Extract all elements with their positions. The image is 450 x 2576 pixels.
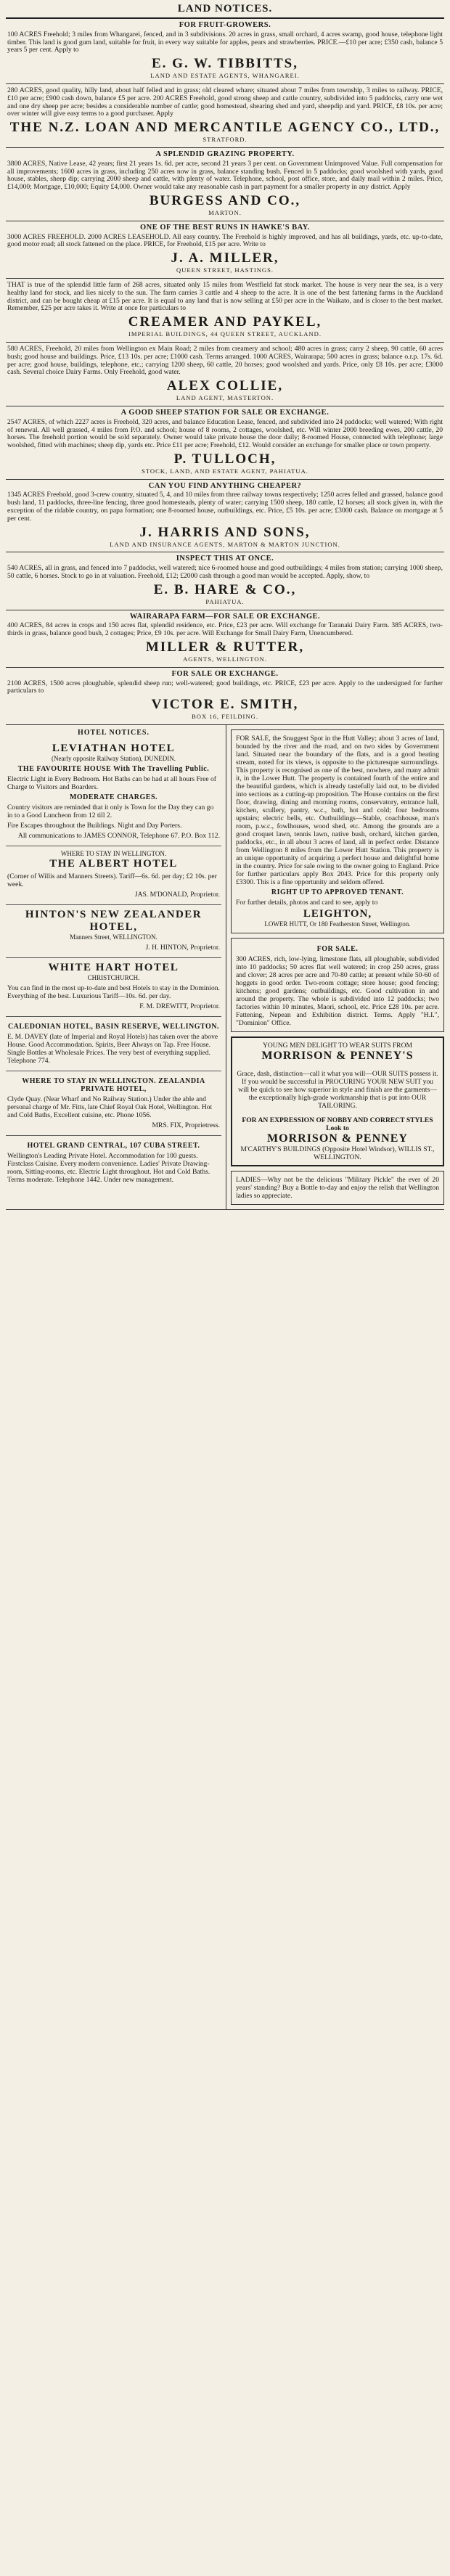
land-notice — [6, 221, 444, 279]
hotel-hinton — [6, 905, 221, 958]
advertiser-address: LAND AGENT, MASTERTON. — [176, 394, 274, 402]
land-notice — [6, 668, 444, 725]
notice-body: 100 ACRES Freehold; 3 miles from Whangarei, fenced, and in 3 subdivisions. 20 acres in grass, small orchard, 4 acres swamp, good house, telephone light timber. This land is good gum land, suitable for fruit, in every way suitable for apples, pears and strawberries. PRICE.—£10 per acre; £350 cash, balance 5 years 5 per cent. Apply to — [7, 30, 443, 54]
hotel-name: CALEDONIAN HOTEL, BASIN RESERVE, WELLINGTON. — [7, 1023, 220, 1031]
notice-title: CAN YOU FIND ANYTHING CHEAPER? — [148, 481, 302, 490]
hotel-paragraph: You can find in the most up-to-date and best Hotels to stay in the Dominion. Everything of the best. Luxurious Tariff—10s. 6d. per day. — [7, 984, 220, 1001]
notice-body: 3800 ACRES, Native Lease, 42 years; first 21 years 1s. 6d. per acre, second 21 years 3 per cent. on Government Unimproved Value. Full compensation for all improvements; 1600 acres in grass, including 250 acres now in grass, balance standing bush. Fenced in 5 paddocks; good woolshed with yards, good house, stables, sheep dip; carrying 2000 sheep and cattle, with plenty of water. Telephone, school, post office, store, and daily mail within 2 miles. Price, £14,000; Mortgage, £10,000; Equity £4,000. Owner would take any reasonable cash in part payment for a smaller property in any district. Apply — [7, 159, 443, 192]
advertiser-name: E. G. W. TIBBITTS, — [152, 56, 298, 72]
land-notice — [6, 19, 444, 84]
sale-agent: LEIGHTON, — [303, 908, 372, 920]
advertiser-name: BURGESS AND CO., — [149, 192, 301, 208]
sale-notice-hutt — [231, 729, 444, 933]
notice-title: WAIRARAPA FARM—FOR SALE OR EXCHANGE. — [129, 612, 321, 621]
hotel-charges: MODERATE CHARGES. — [69, 793, 158, 802]
sale-tail: For further details, photos and card to see, apply to — [235, 899, 378, 907]
land-notice — [6, 148, 444, 221]
sale-body: 300 ACRES, rich, low-lying, limestone flats, all ploughable, subdivided into 10 paddocks; 50 acres flat well watered; in crop 250 acres, grass and clover; 28 acres per acre and 70-80 cattle; at present while 50-60 of hoggets in good order. Two-room cottage; store house; good fencing; kitchens; good gardens; outbuildings, etc. Good cultivation in and around the property. The whole is subdivided into 12 paddocks; two factories within 10 minutes, Maori, school, etc. Price £28 10s. per acre. Fattening, Nepean and Exhibition district. Terms. Apply "H.I.", "Dominion" Office. — [235, 955, 439, 1028]
advertiser-name: VICTOR E. SMITH, — [151, 697, 299, 713]
notice-body: 2547 ACRES, of which 2227 acres is Freehold, 320 acres, and balance Education Lease, fenced, and subdivided into 24 paddocks; well watered; With right of renewal. All well grassed, 4 miles from P.O. and school; house of 8 rooms, 2 cottages, woolshed, etc. Will winter 2000 breeding ewes, 200 cattle, 20 horses. The freehold portion would be sold separately. Owner would take private house the door daily; 8-roomed House, connected with telephone; large woolshed, fitted with machines; sheep dip, yards etc. Price £11 per acre; Freehold, £12. Would consider an exchange for smaller place or town property. — [7, 417, 443, 450]
sale-notice-300 — [231, 938, 444, 1032]
notice-title: ONE OF THE BEST RUNS IN HAWKE'S BAY. — [139, 223, 311, 232]
hotel-name: THE ALBERT HOTEL — [49, 858, 178, 870]
advertiser-name: E. B. HARE & CO., — [153, 581, 297, 597]
hotel-heading: HOTEL NOTICES. — [77, 729, 150, 737]
advertiser-name: P. TULLOCH, — [173, 451, 277, 467]
notice-title: A GOOD SHEEP STATION FOR SALE OR EXCHANGE. — [120, 408, 330, 417]
notice-title: FOR SALE OR EXCHANGE. — [171, 669, 279, 678]
hotel-name: HOTEL GRAND CENTRAL, 107 CUBA STREET. — [27, 1142, 200, 1150]
hotel-name: WHITE HART HOTEL — [48, 962, 179, 974]
advertiser-address: PAHIATUA. — [205, 597, 245, 605]
hotel-paragraph: Clyde Quay. (Near Wharf and No Railway Station.) Under the able and personal charge of Mr. Fitts, late Chief Royal Oak Hotel, Wellington. Hot and Cold Baths, Excellent cuisine, etc. Phone 1056. — [7, 1095, 213, 1120]
advertiser-address: BOX 16, FEILDING. — [192, 713, 258, 721]
notice-body: 400 ACRES, 84 acres in crops and 150 acres flat, splendid residence, etc. Price, £23 per acre. Will exchange for Taranaki Dairy Farm. 385 ACRES, two-thirds in grass, balance good bush, 2 cottages; Price, £9 10s. per acre. Will Exchange for Small Dairy Farm, Unencumbered. — [7, 621, 443, 638]
advertiser-address: STOCK, LAND, AND ESTATE AGENT, PAHIATUA. — [142, 467, 308, 475]
advertiser-address: QUEEN STREET, HASTINGS. — [176, 266, 274, 274]
hotel-zealandia — [6, 1071, 221, 1136]
ad-expression: FOR AN EXPRESSION OF NOBBY AND CORRECT STYLES Look to — [242, 1116, 433, 1133]
notice-body: 540 ACRES, all in grass, and fenced into 7 paddocks, well watered; nice 6-roomed house and good outbuildings; 4 miles from station; carrying 1000 sheep, 50 cattle, 6 horses. Stock to go in at valuation. Freehold, £12; £2000 cash through a good man would be accepted. Apply, show, to — [7, 564, 443, 581]
advertiser-address: MARTON. — [208, 208, 242, 216]
hotel-subtitle: (Nearly opposite Railway Station), DUNEDIN. — [52, 755, 176, 763]
advertiser-name: MILLER & RUTTER, — [145, 639, 305, 655]
notice-title: A SPLENDID GRAZING PROPERTY. — [155, 150, 295, 158]
land-notice — [6, 406, 444, 480]
hotel-caledonian — [6, 1017, 221, 1071]
brand-name: MORRISON & PENNEY — [267, 1132, 408, 1145]
brand-address: M'CARTHY'S BUILDINGS (Opposite Hotel Windsor), WILLIS ST., WELLINGTON. — [240, 1145, 435, 1162]
hotel-paragraph: Wellington's Leading Private Hotel. Accommodation for 100 guests. Firstclass Cuisine. Every modern convenience. Ladies' Private Drawing-room, Sitting-rooms, etc. Electric Light throughout. Hot and Cold Baths. Terms moderate. Telephone 1442. Under new management. — [7, 1152, 210, 1185]
hotel-tag: THE FAVOURITE HOUSE With The Travelling Public. — [17, 765, 210, 774]
hotel-proprietor: F. M. DREWITT, Proprietor. — [139, 1002, 220, 1011]
notice-body: 1345 ACRES Freehold, good 3-crew country, situated 5, 4, and 10 miles from three railway towns respectively; 1250 acres felled and grassed, balance good bush land, 11 paddocks, three-line fencing, three good homesteads, plenty of water; carrying 1500 sheep, 180 cattle, 12 horses; all stock given in, with the exception of the ridable country, on papa formation; one 8-roomed house, outbuildings, etc. Price, £5 10s. per acre; £3000 cash. Balance on mortgage at 5 per cent. — [7, 491, 443, 523]
page-title: LAND NOTICES. — [6, 0, 444, 19]
hotel-grand-central — [6, 1136, 221, 1190]
notice-body: 3000 ACRES FREEHOLD. 2000 ACRES LEASEHOLD. All easy country. The Freehold is highly improved, and has all buildings, yards, etc. up-to-date, good motor road; all stock fattened on the place. PRICE, for Freehold, £15 per acre. Write to — [7, 232, 443, 249]
advertiser-address: AGENTS, WELLINGTON. — [183, 655, 267, 663]
advertiser-address: STRATFORD. — [202, 136, 248, 144]
hotel-name: WHERE TO STAY IN WELLINGTON. ZEALANDIA PRIVATE HOTEL, — [22, 1077, 205, 1094]
hotel-albert — [6, 846, 221, 905]
notice-body: 280 ACRES, good quality, hilly land, about half felled and in grass; old cleared whare; situated about 7 miles from township, 3 miles to railway. PRICE, £10 per acre; £900 cash down, balance £5 per acre. 200 ACRES Freehold, good strong sheep and cattle country, subdivided into 5 paddocks, carry one wet and one dry sheep per acre; besides a considerable number of cattle; good homestead, shearing shed and yard, sheepdip and yard. PRICE, £8 10s. per acre; over winter will give easy terms to a good purchaser. Apply — [7, 86, 443, 118]
notice-body: 580 ACRES, Freehold, 20 miles from Wellington ex Main Road; 2 miles from creamery and school; 480 acres in grass; carry 2 sheep, 90 cattle, 60 acres bush; good house and buildings. Price, £13 10s. per acre; £1000 cash. Terms arranged. 1000 ACRES, Wairarapa; 500 acres in grass; balance o.r.p. 17s. 6d. per acre; good house, buildings, telephone, etc.; carrying 1200 sheep, 60 cattle, 20 horses; good woolshed and yards. Price, only £8 10s. per acre; £3000 cash. Several choice Dairy Farms. Only Freehold, good water. — [7, 344, 443, 377]
advertiser-address: LAND AND ESTATE AGENTS, WHANGAREI. — [150, 72, 300, 80]
hotel-proprietor: JAS. M'DONALD, Proprietor. — [134, 891, 220, 899]
ad-intro: YOUNG MEN DELIGHT TO WEAR SUITS FROM — [262, 1042, 413, 1050]
advertiser-address: IMPERIAL BUILDINGS, 44 QUEEN STREET, AUCKLAND. — [128, 330, 322, 338]
land-notice — [6, 552, 444, 610]
land-notice — [6, 279, 444, 343]
advertiser-name: CREAMER AND PAYKEL, — [128, 314, 322, 330]
sale-body: FOR SALE, the Snuggest Spot in the Hutt Valley; about 3 acres of land, bounded by the river and the road, and on two sides by Government land. Situated near the boundary of the flats, and is a good beating stream, noted for its views, is opposite to the picturesque surroundings. This property is recognised as one of the best, nowhere, and many admit it, in the Lower Hutt. The property is contained fourth of the entire and the beautiful gardens, which is already tastefully laid out, to be divided into sections as a cutting-up proposition. The House contains on the first floor, drawing, dining and morning rooms, conservatory, entrance hall, kitchen, scullery, pantry, w.c., bath, hot and cold; four bedrooms upstairs; electric bells, etc. Outbuildings—Stable, coachhouse, man's room, p.w.c., fowlhouses, wood shed, etc. Among the grounds are a good croquet lawn, tennis lawn, native bush, orchard, kitchen garden, paddocks, etc., in all about 3 acres of land, all in perfect order. Distance from Wellington 8 miles from the Lower Hutt Station. This property is an unique opportunity of acquiring a perfect house and delightful home in the country. Price for sale owing to the owner going to England. Price for further particulars apply Box 2043. Price for this property only £3300. This is a fine opportunity and seldom offered. — [235, 735, 439, 887]
hotel-paragraph: E. M. DAVEY (late of Imperial and Royal Hotels) has taken over the above House. Good Accommodation. Spirits, Beer Always on Tap. Free House. Single Bottles at Wholesale Prices. The very best of everything supplied. Telephone 774. — [7, 1033, 218, 1066]
notice-title: FOR FRUIT-GROWERS. — [179, 21, 271, 29]
advertiser-name: J. A. MILLER, — [171, 250, 279, 266]
ladies-ad — [231, 1171, 444, 1205]
hotel-name: LEVIATHAN HOTEL — [52, 743, 176, 755]
hotel-subtitle: Manners Street, WELLINGTON. — [70, 933, 158, 941]
hotel-contact: All communications to JAMES CONNOR, Telephone 67. P.O. Box 112. — [17, 832, 220, 841]
hotel-subtitle: CHRISTCHURCH. — [87, 974, 140, 982]
morrison-penney-ad — [231, 1036, 444, 1166]
notice-title: INSPECT THIS AT ONCE. — [176, 555, 274, 563]
land-notice — [6, 84, 444, 148]
hotel-white-hart — [6, 958, 221, 1017]
sale-title: FOR SALE. — [316, 945, 359, 954]
land-notice — [6, 480, 444, 553]
brand-name: MORRISON & PENNEY'S — [261, 1050, 414, 1063]
hotel-paragraph: (Corner of Willis and Manners Streets). Tariff—6s. 6d. per day; £2 10s. per week. — [7, 872, 217, 889]
notice-body: 2100 ACRES, 1500 acres ploughable, splendid sheep run; well-watered; good buildings, etc. PRICE, £23 per acre. Apply to the undersigned for further particulars to — [7, 679, 443, 695]
hotel-paragraph: Country visitors are reminded that it only is Town for the Day they can go in to a Good Luncheon from 12 till 2. — [7, 804, 214, 820]
sale-cta: RIGHT UP TO APPROVED TENANT. — [271, 888, 404, 897]
land-notice — [6, 343, 444, 406]
advertiser-name: THE N.Z. LOAN AND MERCANTILE AGENCY CO., LTD., — [9, 120, 441, 136]
sale-column — [226, 725, 444, 1209]
hotel-proprietor: MRS. FIX, Proprietress. — [152, 1121, 220, 1130]
hotel-leviathan — [6, 739, 221, 846]
hotel-proprietor: J. H. HINTON, Proprietor. — [145, 944, 220, 952]
sale-agent-address: LOWER HUTT, Or 180 Featherston Street, Wellington. — [264, 920, 411, 928]
advertiser-name: ALEX COLLIE, — [166, 378, 284, 394]
advertiser-name: J. HARRIS AND SONS, — [139, 524, 311, 540]
hotel-column — [6, 725, 226, 1209]
ad-body: Grace, dash, distinction—call it what you will—OUR SUITS possess it. If you would be successful in PROCURING YOUR NEW SUIT you will be quick to see how superior in style and finish are the garments—the exceptionally high-grade workmanship that is put into OUR TAILORING. — [237, 1069, 438, 1110]
land-notice — [6, 610, 444, 668]
hotel-paragraph: Electric Light in Every Bedroom. Hot Baths can be had at all hours Free of Charge to Visitors and Boarders. — [7, 775, 216, 792]
hotel-paragraph: Fire Escapes throughout the Buildings. Night and Day Porters. — [7, 822, 182, 830]
notice-body: THAT is true of the splendid little farm of 268 acres, situated only 15 miles from Westfield fat stock market. The house is very near the sea, is a very healthy land for stock, and lies nicely to the sun. The farm carries 3 cattle and 4 sheep to the acre. It is one of the best fattening farms in the Auckland district, and can be bought cheap at £15 per acre. It is equal to any land that is now selling at £50 per acre in the Waikato, and is closer to the best market. Remember, £25 per acre takes it. Write at once for particulars to — [7, 280, 443, 313]
hotel-head: WHERE TO STAY IN WELLINGTON. — [60, 850, 167, 858]
advertiser-address: LAND AND INSURANCE AGENTS, MARTON & MARTON JUNCTION. — [110, 540, 340, 548]
hotel-name: HINTON'S NEW ZEALANDER HOTEL, — [25, 909, 202, 933]
ladies-body: LADIES—Why not be the delicious "Military Pickle" the ever of 20 years' standing? Buy a Bottle to-day and enjoy the relish that Wellington ladies so appreciate. — [235, 1176, 439, 1201]
